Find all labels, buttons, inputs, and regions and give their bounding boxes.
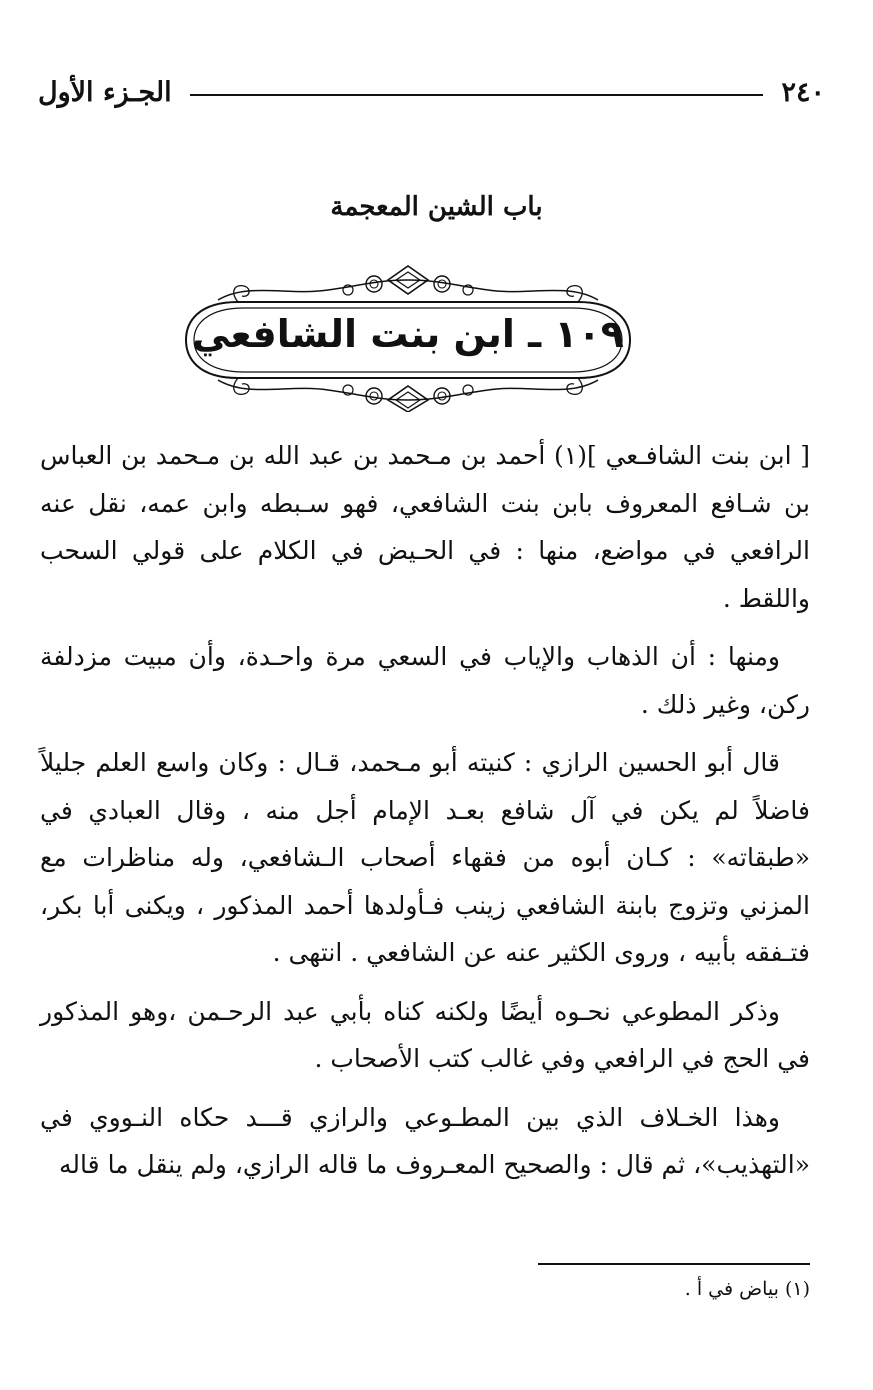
header-rule [190, 94, 764, 96]
volume-title: الجـزء الأول [38, 76, 172, 108]
paragraph: ومنها : أن الذهاب والإياب في السعي مرة واحـدة، وأن مبيت مزدلفة ركن، وغير ذلك . [40, 642, 810, 719]
entry-title: ١٠٩ ـ ابن بنت الشافعي [191, 312, 624, 356]
paragraph: وذكر المطوعي نحـوه أيضًا ولكنه كناه بأبي عبد الرحـمن ،وهو المذكور في الحج في الرافعي وفي غالب كتب الأصحاب . [40, 996, 810, 1073]
footnote-rule [538, 1263, 810, 1265]
paragraph: قال أبو الحسين الرازي : كنيته أبو مـحمد، قـال : وكان واسع العلم جليلاً فاضلاً لم يكن في آل شافع بعـد الإمام أجل منه ، وقال العبادي في «طبقاته» : كـان أبوه من فقهاء أصحاب الـشافعي، وله مناظرات مع المزني وتزوج بابنة الشافعي زينب فـأولدها أحمد المذكور ، ويكنى أبا بكر، فتـفقه بأبيه ، وروى الكثير عنه عن الشافعي . انتهى . [40, 748, 810, 967]
body-text [40, 432, 810, 1200]
paragraph: وهذا الخـلاف الذي بين المطـوعي والرازي قـــد حكاه النـووي في «التهذيب»، ثم قال : والصحيح المعـروف ما قاله الرازي، ولم ينقل ما قاله [40, 1102, 810, 1179]
running-header [38, 72, 825, 112]
footnote: (١) بياض في أ . [684, 1278, 810, 1300]
page-number: ٢٤٠ [781, 76, 825, 108]
entry-cartouche [178, 262, 638, 412]
paragraph: [ ابن بنت الشافـعي ](١) أحمد بن مـحمد بن عبد الله بن مـحمد بن العباس بن شـافع المعروف بابن بنت الشافعي، فهو سـبطه وابن عمه، نقل عنه الرافعي في مواضع، منها : في الحـيض في الكلام على قولي السحب واللقط . [40, 441, 811, 613]
section-heading: باب الشين المعجمة [330, 192, 543, 222]
